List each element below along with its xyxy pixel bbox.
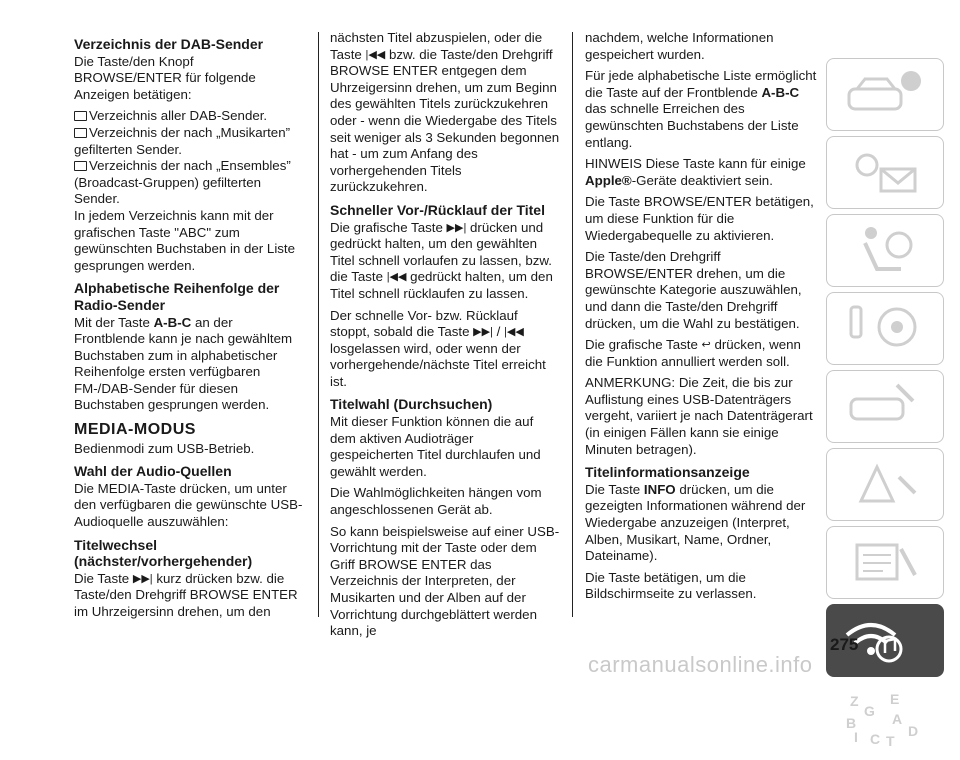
watermark: carmanualsonline.info	[588, 652, 813, 677]
back-arrow-icon: ↩	[701, 339, 711, 352]
svg-text:E: E	[890, 691, 900, 707]
previous-track-icon: |◀◀	[365, 48, 386, 61]
para-remark: ANMERKUNG: Die Zeit, die bis zur Auflistung eines USB-Datenträgers vergeht, variiert je nach Datenträgerart (in einigen Fällen kann sie einige Minuten betragen).	[585, 375, 813, 457]
para-stored: nachdem, welche Informationen gespeichert wurden.	[585, 30, 774, 62]
next-track-icon: ▶▶|	[132, 572, 153, 585]
heading-track-info: Titelinformationsanzeige	[585, 464, 750, 481]
svg-text:Z: Z	[850, 693, 859, 709]
svg-text:G: G	[864, 703, 875, 719]
column-middle	[330, 30, 560, 645]
previous-track-icon: |◀◀	[386, 271, 407, 284]
column-divider	[318, 32, 319, 617]
list-item: Verzeichnis aller DAB-Sender.	[74, 108, 304, 125]
heading-media-mode: MEDIA-MODUS	[74, 421, 196, 439]
para-media: Bedienmodi zum USB-Betrieb.	[74, 440, 255, 456]
tab-maintenance[interactable]	[826, 526, 944, 599]
tab-warning-lights[interactable]	[826, 136, 944, 209]
para-jump: In jedem Verzeichnis kann mit der grafischen Taste "ABC" zum gewünschten Buchstaben in der Liste gesprungen werden.	[74, 207, 296, 273]
para-rotate: Die Taste/den Drehgriff BROWSE/ENTER drehen, um die gewünschte Kategorie auszuwählen, und dann die Taste/den Drehgriff drücken, um die Wahl zu bestätigen.	[585, 249, 802, 331]
para-example: So kann beispielsweise auf einer USB-Vorrichtung mit der Taste oder dem Griff BROWSE ENTER das Verzeichnis der Interpreten, der Musikarten und der Alben auf der Vorrichtung durchgeblättert werden kann, je	[330, 523, 560, 639]
para-options: Die Wahlmöglichkeiten hängen vom angeschlossenen Gerät ab.	[330, 485, 542, 518]
column-left	[74, 30, 304, 626]
svg-text:T: T	[886, 733, 895, 746]
column-right	[585, 30, 817, 608]
steering-key-icon	[841, 301, 931, 357]
heading-fast-forward: Schneller Vor-/Rücklauf der Titel	[330, 201, 545, 218]
svg-text:I: I	[854, 729, 858, 745]
svg-text:D: D	[908, 723, 919, 739]
para-alpha-list: Für jede alphabetische Liste ermöglicht die Taste auf der Frontblende A-B-C das schnelle Erreichen des gewünschten Buchstabens der Liste entlang.	[585, 68, 817, 150]
para-track-continue: nächsten Titel abzuspielen, oder die Taste |◀◀ bzw. die Taste/den Drehgriff BROWSE ENTER entgegen dem Uhrzeigersinn drehen, um zum Beginn des gewählten Titels zurückzukehren oder - wenn die Wiedergabe des Titels seit weniger als 3 Sekunden begonnen hat - um zum Anfang des vorhergehenden Titels zurückzukehren.	[330, 30, 560, 195]
para-dab-intro: Die Taste/den Knopf BROWSE/ENTER für folgende Anzeigen betätigen:	[74, 53, 256, 102]
heading-alpha: Alphabetische Reihenfolge der Radio-Sender	[74, 280, 280, 313]
tab-start-driving[interactable]	[826, 292, 944, 365]
tab-emergency[interactable]	[826, 448, 944, 521]
abc-key-label: A-B-C	[153, 314, 192, 330]
para-close: Die Taste betätigen, um die Bildschirmseite zu verlassen.	[585, 569, 757, 602]
next-track-icon: ▶▶|	[473, 326, 493, 339]
warning-triangle-icon	[841, 457, 931, 513]
para-info: Die Taste INFO drücken, um die gezeigten Informationen während der Wiedergabe anzuzeigen (Interpret, Alben, Musikart, Name, Ordner, Dateiname).	[585, 481, 806, 564]
tab-car-info[interactable]	[826, 58, 944, 131]
heading-track-change: Titelwechsel (nächster/vorhergehender)	[74, 536, 253, 570]
para-fast-forward: Die grafische Taste ▶▶| drücken und gedrückt halten, um den gewählten Titel schnell vorlaufen zu lassen, bzw. die Taste |◀◀ gedrückt halten, um den Titel schnell rücklaufen zu lassen.	[330, 219, 553, 301]
heading-browse: Titelwahl (Durchsuchen)	[330, 396, 493, 413]
para-back: Die grafische Taste ↩ drücken, wenn die Funktion annulliert werden soll.	[585, 337, 801, 369]
previous-track-icon: |◀◀	[504, 326, 524, 339]
para-browse: Mit dieser Funktion können die auf dem aktiven Audioträger gespeicherten Titel durchlaufen und gewählt werden.	[330, 414, 541, 479]
list-item: Verzeichnis der nach „Ensembles” (Broadcast-Gruppen) gefilterten Sender.	[74, 158, 291, 207]
service-tools-icon	[841, 535, 931, 591]
para-track-change: Die Taste ▶▶| kurz drücken bzw. die Taste/den Drehgriff BROWSE ENTER im Uhrzeigersinn drehen, um den	[74, 570, 298, 619]
list-item: Verzeichnis der nach „Musikarten” gefilterten Sender.	[74, 124, 291, 157]
para-alpha: Mit der Taste A-B-C an der Frontblende kann je nach gewähltem Buchstaben zum in alphabetischer Reihenfolge ersten verfügbaren FM-/DAB-Sender für diesen Buchstaben gesprungen werden.	[74, 314, 293, 413]
apple-label: Apple®	[585, 172, 632, 188]
svg-text:A: A	[892, 711, 903, 727]
airbag-icon	[841, 223, 931, 279]
svg-text:C: C	[870, 731, 881, 746]
tab-warnings[interactable]	[826, 370, 944, 443]
page-number: 275	[830, 635, 859, 654]
abc-key-label: A-B-C	[761, 84, 800, 100]
warning-lights-icon	[841, 145, 931, 201]
heading-dab-list: Verzeichnis der DAB-Sender	[74, 36, 264, 52]
folder-icon	[74, 161, 87, 171]
para-browse-enter: Die Taste BROWSE/ENTER betätigen, um diese Funktion für die Wiedergabequelle zu aktivieren.	[585, 194, 814, 243]
heading-source-select: Wahl der Audio-Quellen	[74, 463, 232, 480]
tab-index[interactable]	[826, 682, 944, 755]
para-stop: Der schnelle Vor- bzw. Rücklauf stoppt, sobald die Taste ▶▶| / |◀◀ losgelassen wird, oder wenn der vorhergehende/nächste Titel erreicht ist.	[330, 307, 546, 389]
column-divider	[572, 32, 573, 617]
wrench-car-icon	[841, 379, 931, 435]
folder-icon	[74, 128, 87, 138]
car-info-icon	[841, 67, 931, 123]
next-track-icon: ▶▶|	[446, 221, 467, 234]
info-key-label: INFO	[643, 481, 676, 497]
tab-safety[interactable]	[826, 214, 944, 287]
para-source-select: Die MEDIA-Taste drücken, um unter den verfügbaren die gewünschte USB-Audioquelle auszuwählen:	[74, 480, 303, 530]
folder-icon	[74, 111, 87, 121]
svg-text:B: B	[846, 715, 857, 731]
index-icon	[840, 690, 930, 746]
para-note-apple: HINWEIS Diese Taste kann für einige Apple®-Geräte deaktiviert sein.	[585, 156, 806, 188]
